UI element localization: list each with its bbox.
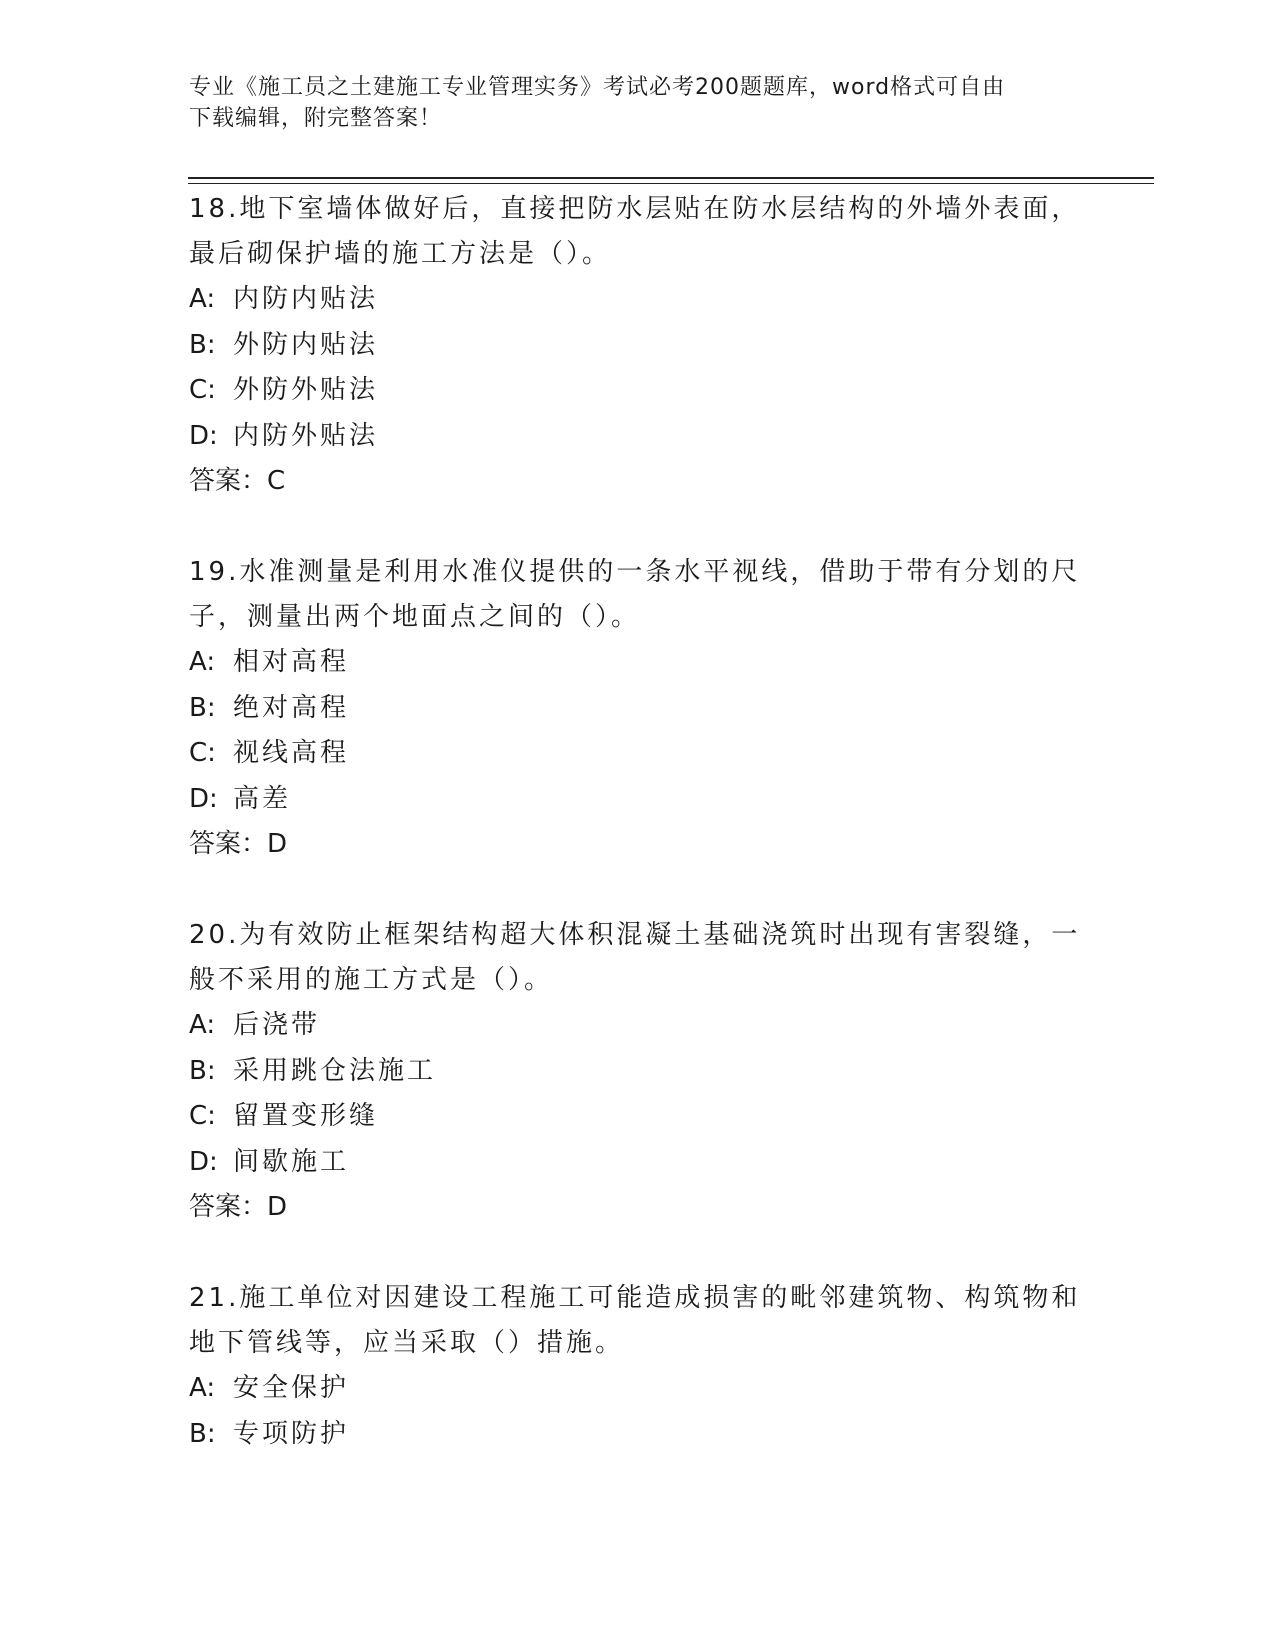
option-key: B: [189, 1418, 216, 1449]
option-key: C: [189, 375, 216, 405]
option-text: 采用跳仓法施工 [233, 1055, 437, 1086]
question-stem-line-2: 最后砌保护墙的施工方法是（）。 [189, 239, 612, 269]
option-text: 专项防护 [233, 1418, 350, 1449]
option-b [189, 323, 1089, 369]
option-d [189, 414, 1089, 460]
header-line-2: 下载编辑，附完整答案！ [189, 106, 443, 131]
option-d [189, 777, 1089, 823]
option-a [189, 1003, 1089, 1049]
question-stem-line-1: 18.地下室墙体做好后，直接把防水层贴在防水层结构的外墙外表面， [189, 194, 1081, 224]
header-rule-thick [188, 177, 1154, 179]
question-18 [189, 187, 1089, 504]
question-20 [189, 913, 1089, 1230]
option-c [189, 1094, 1089, 1140]
option-key: B: [189, 329, 216, 360]
question-stem-line-1: 20.为有效防止框架结构超大体积混凝土基础浇筑时出现有害裂缝，一 [189, 920, 1081, 950]
option-a [189, 277, 1089, 323]
option-text: 外防外贴法 [233, 375, 379, 405]
header-line-1: 专业《施工员之土建施工专业管理实务》考试必考200题题库，word格式可自由 [189, 75, 1006, 100]
answer: 答案：C [189, 466, 286, 496]
option-text: 内防内贴法 [233, 284, 379, 314]
option-text: 安全保护 [233, 1373, 350, 1403]
answer: 答案：D [189, 829, 288, 859]
option-text: 后浇带 [233, 1010, 321, 1040]
option-key: D: [189, 783, 218, 814]
question-21 [189, 1276, 1089, 1457]
option-key: B: [189, 1055, 216, 1086]
option-key: C: [189, 738, 216, 768]
option-b [189, 1049, 1089, 1095]
answer: 答案：D [189, 1192, 288, 1222]
option-text: 外防内贴法 [233, 329, 379, 360]
option-key: A: [189, 1010, 216, 1040]
question-19 [189, 550, 1089, 867]
option-key: D: [189, 1146, 218, 1177]
option-text: 相对高程 [233, 647, 350, 677]
option-c [189, 368, 1089, 414]
option-key: A: [189, 1373, 216, 1403]
option-a [189, 1366, 1089, 1412]
option-key: D: [189, 420, 218, 451]
option-a [189, 640, 1089, 686]
option-text: 视线高程 [233, 738, 350, 768]
option-b [189, 686, 1089, 732]
option-text: 间歇施工 [233, 1146, 350, 1177]
option-text: 高差 [233, 783, 292, 814]
option-key: A: [189, 647, 216, 677]
question-stem-line-2: 地下管线等，应当采取（）措施。 [189, 1328, 625, 1358]
question-stem-line-1: 21.施工单位对因建设工程施工可能造成损害的毗邻建筑物、构筑物和 [189, 1283, 1081, 1313]
document-header [189, 72, 1089, 134]
question-stem-line-2: 子，测量出两个地面点之间的（）。 [189, 602, 641, 632]
option-key: A: [189, 284, 216, 314]
option-c [189, 731, 1089, 777]
question-stem-line-2: 般不采用的施工方式是（）。 [189, 965, 554, 995]
option-d [189, 1140, 1089, 1186]
option-key: C: [189, 1101, 216, 1131]
question-stem-line-1: 19.水准测量是利用水准仪提供的一条水平视线，借助于带有分划的尺 [189, 557, 1081, 587]
option-key: B: [189, 692, 216, 723]
option-text: 内防外贴法 [233, 420, 379, 451]
option-text: 绝对高程 [233, 692, 350, 723]
option-b [189, 1412, 1089, 1458]
option-text: 留置变形缝 [233, 1101, 379, 1131]
header-rule-thin [188, 183, 1154, 184]
